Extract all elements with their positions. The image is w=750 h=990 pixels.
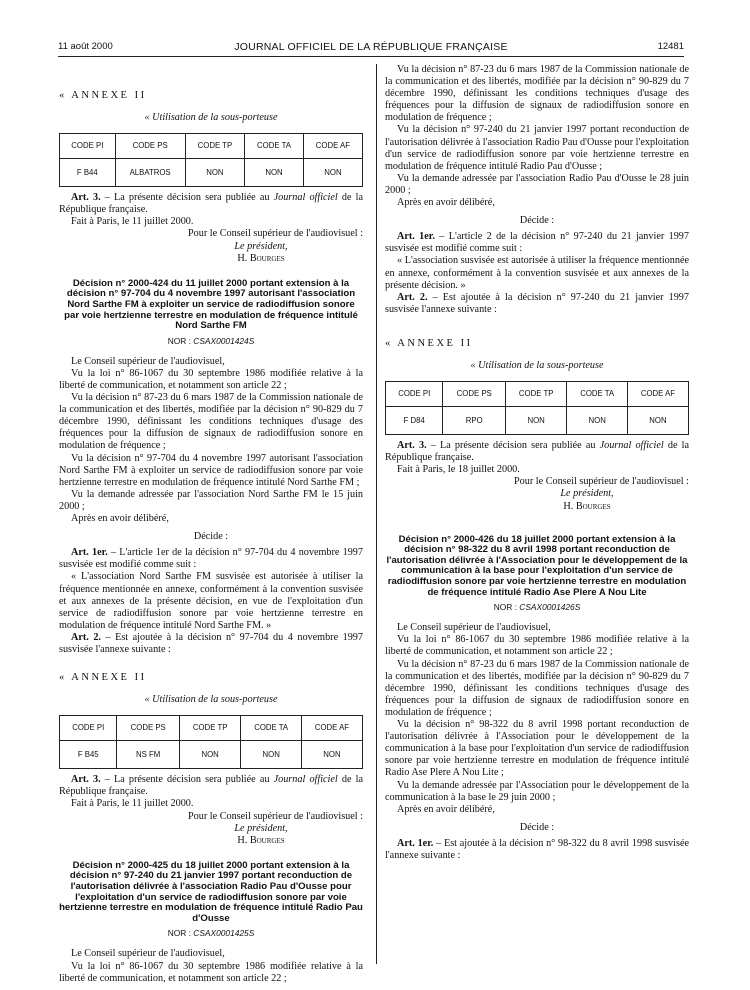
- article-2: Art. 2. – Est ajoutée à la décision n° 97-704 du 4 novembre 1997 susvisée l'annexe suivante :: [59, 631, 363, 655]
- body-paragraph: Vu la décision n° 87-23 du 6 mars 1987 de la Commission nationale de la communication et des libertés, modifiée par la décision n° 90-829 du 7 décembre 1990, définissant les conditions techniques d'usage des fréquences pour la diffusion de signaux de radiodiffusion sonore en modulation de fréquence ;: [385, 658, 689, 718]
- decision-title: Décision n° 2000-425 du 18 juillet 2000 portant extension à la décision n° 97-240 du 21 janvier 1997 portant reconduction de l'autorisation délivrée à l'association Radio Pau d'Ousse pour l'exploitation d'un service de radiodiffusion sonore par voie hertzienne terrestre en modulation de fréquence intitulé Radio Pau d'Ousse: [59, 859, 363, 924]
- running-header: [58, 41, 684, 55]
- body-paragraph: Vu la décision n° 87-23 du 6 mars 1987 de la Commission nationale de la communication et des libertés, modifiée par la décision n° 90-829 du 7 décembre 1990, définissant les conditions techniques d'usage des fréquences pour la diffusion de signaux de radiodiffusion sonore en modulation de fréquence ;: [385, 64, 689, 124]
- signature-title: Le président,: [560, 488, 614, 500]
- body-paragraph: Vu la loi n° 86-1067 du 30 septembre 1986 modifiée relative à la liberté de communication, et notamment son article 22 ;: [385, 634, 689, 658]
- annex-table-2: [59, 715, 363, 769]
- decide-heading: Décide :: [519, 215, 555, 227]
- article-1: Art. 1er. – L'article 1er de la décision n° 97-704 du 4 novembre 1997 susvisée est modifié comme suit :: [59, 547, 363, 571]
- table-header: CODE TP: [179, 716, 240, 741]
- body-paragraph: Après en avoir délibéré,: [397, 803, 495, 815]
- table-cell: RPO: [443, 407, 505, 435]
- signature-line: Pour le Conseil supérieur de l'audiovisuel :: [514, 476, 689, 488]
- body-paragraph: Vu la loi n° 86-1067 du 30 septembre 1986 modifiée relative à la liberté de communication, et notamment son article 22 ;: [59, 960, 363, 984]
- table-header: CODE TA: [567, 382, 628, 407]
- quoted-article: « L'association Nord Sarthe FM susvisée est autorisée à utiliser la fréquence mentionnée en annexe, conformément à la convention susvisée et aux annexes de la présente décision, en vue de l'exploitation d'un service de radiodiffusion sonore par voie hertzienne terrestre en modulation de fréquence intitulé Nord Sarthe FM. »: [59, 571, 363, 631]
- table-header: CODE PS: [443, 382, 505, 407]
- table-cell: NS FM: [117, 741, 179, 769]
- header-journal-title: JOURNAL OFFICIEL DE LA RÉPUBLIQUE FRANÇAISE: [234, 41, 508, 53]
- decision-title: Décision n° 2000-424 du 11 juillet 2000 portant extension à la décision n° 97-704 du 4 novembre 1997 autorisant l'association Nord Sarthe FM à exploiter un service de radiodiffusion sonore par voie hertzienne terrestre en modulation de fréquence intitulé Nord Sarthe FM: [64, 277, 358, 332]
- fait-a-paris: Fait à Paris, le 18 juillet 2000.: [397, 464, 520, 476]
- annexe-subtitle: « Utilisation de la sous-porteuse: [470, 359, 604, 371]
- table-header: CODE PI: [386, 382, 443, 407]
- table-header: CODE PI: [60, 716, 117, 741]
- table-cell: NON: [567, 407, 628, 435]
- left-column: [59, 64, 363, 985]
- article-1: Art. 1er. – Est ajoutée à la décision n° 98-322 du 8 avril 1998 susvisée l'annexe suivante :: [385, 837, 689, 861]
- decision-title: Décision n° 2000-426 du 18 juillet 2000 portant extension à la décision n° 98-322 du 8 avril 1998 portant reconduction de l'autorisation délivrée à l'Association pour le développement de la communication à la base pour l'exploitation d'un service de radiodiffusion sonore par voie hertzienne terrestre en modulation de fréquence intitulé Radio Ase Plere A Nou Lite: [386, 533, 688, 598]
- table-header: CODE AF: [627, 382, 688, 407]
- column-divider: [376, 64, 377, 964]
- body-paragraph: Vu la décision n° 97-240 du 21 janvier 1997 portant reconduction de l'autorisation délivrée à l'association Radio Pau d'Ousse pour l'exploitation d'un service de radiodiffusion sonore par voie hertzienne terrestre en modulation de fréquence intitulé Radio Pau d'Ousse ;: [385, 124, 689, 172]
- nor-reference: NOR : CSAX0001426S: [493, 602, 581, 613]
- table-cell: NON: [627, 407, 688, 435]
- table-header: CODE PI: [60, 134, 116, 159]
- body-paragraph: Le Conseil supérieur de l'audiovisuel,: [397, 622, 551, 634]
- right-column: [385, 64, 689, 862]
- table-cell: ALBATROS: [115, 159, 185, 187]
- table-cell: F D84: [386, 407, 443, 435]
- signature-line: Pour le Conseil supérieur de l'audiovisuel :: [188, 228, 363, 240]
- article-1: Art. 1er. – L'article 2 de la décision n° 97-240 du 21 janvier 1997 susvisée est modifié comme suit :: [385, 231, 689, 255]
- table-cell: NON: [303, 159, 362, 187]
- body-paragraph: Le Conseil supérieur de l'audiovisuel,: [71, 355, 225, 367]
- body-paragraph: Vu la loi n° 86-1067 du 30 septembre 1986 modifiée relative à la liberté de communication, et notamment son article 22 ;: [59, 367, 363, 391]
- article-2: Art. 2. – Est ajoutée à la décision n° 97-240 du 21 janvier 1997 susvisée l'annexe suivante :: [385, 291, 689, 315]
- header-date: 11 août 2000: [58, 41, 113, 52]
- annex-table-1: [59, 133, 363, 187]
- signature-title: Le président,: [234, 240, 288, 252]
- table-cell: NON: [241, 741, 302, 769]
- table-cell: F B45: [60, 741, 117, 769]
- fait-a-paris: Fait à Paris, le 11 juillet 2000.: [71, 216, 194, 228]
- nor-reference: NOR : CSAX0001424S: [167, 335, 255, 346]
- table-header: CODE TP: [185, 134, 245, 159]
- body-paragraph: Vu la décision n° 98-322 du 8 avril 1998 portant reconduction de l'autorisation délivrée à l'Association pour le développement de la communication à la base pour l'exploitation d'un service de radiodiffusion sonore par voie hertzienne terrestre en modulation de fréquence intitulé Radio Ase Plere A Nou Lite ;: [385, 719, 689, 779]
- table-cell: NON: [185, 159, 245, 187]
- table-header: CODE AF: [303, 134, 362, 159]
- decide-heading: Décide :: [519, 821, 555, 833]
- header-page-number: 12481: [657, 41, 684, 52]
- signature-name: H. Bourges: [563, 500, 611, 512]
- annexe-title: « ANNEXE II: [59, 90, 147, 101]
- table-header: CODE TP: [505, 382, 566, 407]
- table-header: CODE AF: [301, 716, 362, 741]
- table-cell: NON: [505, 407, 566, 435]
- signature-name: H. Bourges: [237, 252, 285, 264]
- annex-table-3: [385, 381, 689, 435]
- annexe-subtitle: « Utilisation de la sous-porteuse: [144, 694, 278, 706]
- nor-reference: NOR : CSAX0001425S: [167, 928, 255, 939]
- header-rule: [58, 56, 684, 57]
- table-cell: NON: [245, 159, 304, 187]
- article-3: Art. 3. – La présente décision sera publiée au Journal officiel de la République française.: [59, 192, 364, 216]
- signature-name: H. Bourges: [237, 834, 285, 846]
- signature-line: Pour le Conseil supérieur de l'audiovisuel :: [188, 810, 363, 822]
- annexe-title: « ANNEXE II: [59, 672, 147, 684]
- quoted-article: « L'association susvisée est autorisée à utiliser la fréquence mentionnée en annexe, conformément à la convention susvisée et aux annexes de la présente décision. »: [385, 255, 689, 291]
- body-paragraph: Le Conseil supérieur de l'audiovisuel,: [71, 948, 225, 960]
- body-paragraph: Vu la demande adressée par l'Association pour le développement de la communication à la base le 29 juin 2000 ;: [385, 779, 689, 803]
- article-3: Art. 3. – La présente décision sera publiée au Journal officiel de la République française.: [59, 774, 364, 798]
- article-3: Art. 3. – La présente décision sera publiée au Journal officiel de la République française.: [385, 440, 690, 464]
- body-paragraph: Vu la demande adressée par l'association Nord Sarthe FM le 15 juin 2000 ;: [59, 488, 363, 512]
- body-paragraph: Vu la décision n° 97-704 du 4 novembre 1997 autorisant l'association Nord Sarthe FM à exploiter un service de radiodiffusion sonore par voie hertzienne terrestre en modulation de fréquence intitulé Nord Sarthe FM ;: [59, 452, 363, 488]
- annexe-title: « ANNEXE II: [385, 337, 473, 349]
- body-paragraph: Après en avoir délibéré,: [397, 197, 495, 209]
- fait-a-paris: Fait à Paris, le 11 juillet 2000.: [71, 798, 194, 810]
- table-cell: NON: [301, 741, 362, 769]
- decide-heading: Décide :: [193, 531, 229, 543]
- table-header: CODE PS: [117, 716, 179, 741]
- body-paragraph: Vu la décision n° 87-23 du 6 mars 1987 de la Commission nationale de la communication et des libertés, modifiée par la décision n° 90-829 du 7 décembre 1990, définissant les conditions techniques d'usage des fréquences pour la diffusion de signaux de radiodiffusion sonore en modulation de fréquence ;: [59, 392, 363, 452]
- body-paragraph: Vu la demande adressée par l'association Radio Pau d'Ousse le 28 juin 2000 ;: [385, 172, 689, 196]
- table-header: CODE TA: [245, 134, 304, 159]
- annexe-subtitle: « Utilisation de la sous-porteuse: [144, 112, 278, 124]
- table-header: CODE PS: [115, 134, 185, 159]
- table-cell: NON: [179, 741, 240, 769]
- table-cell: F B44: [60, 159, 116, 187]
- signature-title: Le président,: [234, 822, 288, 834]
- table-header: CODE TA: [241, 716, 302, 741]
- body-paragraph: Après en avoir délibéré,: [71, 513, 169, 525]
